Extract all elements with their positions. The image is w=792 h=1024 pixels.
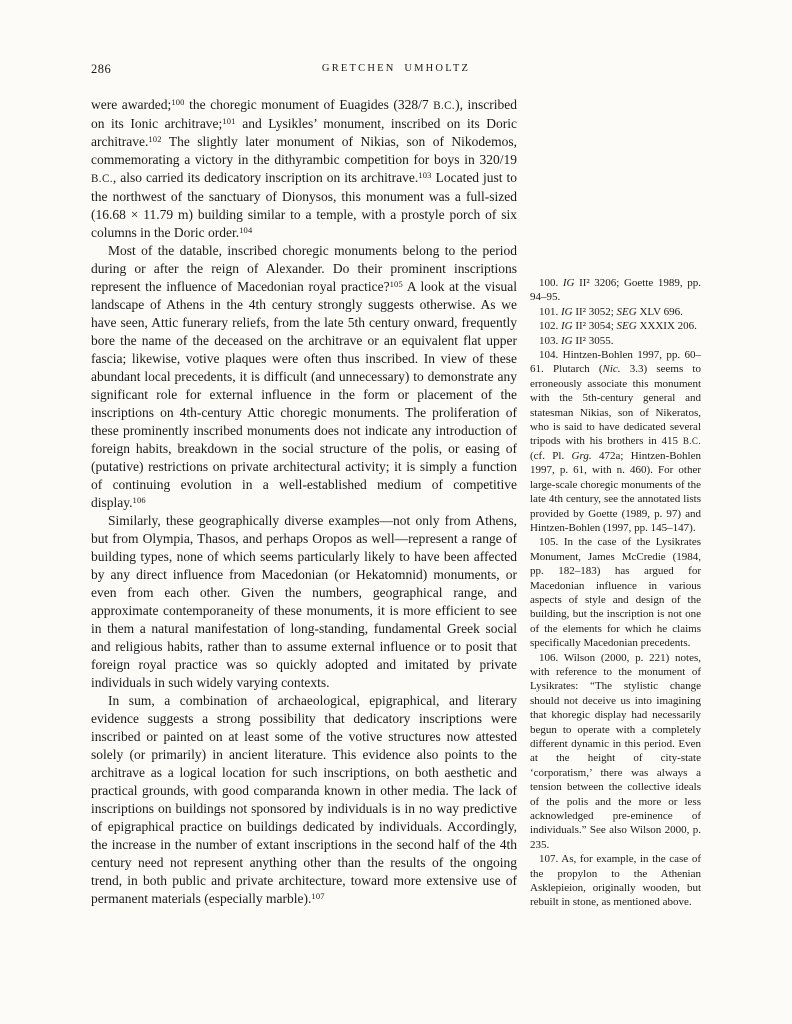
body-paragraph bbox=[91, 242, 517, 512]
page-number: 286 bbox=[91, 62, 112, 76]
footnote bbox=[530, 852, 701, 910]
running-head: GRETCHEN UMHOLTZ bbox=[321, 63, 471, 74]
text-run: II² 3054; bbox=[572, 320, 617, 333]
text-run: B.C. bbox=[433, 100, 456, 112]
footnotes-column bbox=[530, 276, 701, 910]
body-paragraph bbox=[91, 96, 517, 242]
footnote bbox=[530, 305, 701, 319]
text-run: II² 3052; bbox=[572, 305, 617, 318]
page-header bbox=[91, 62, 701, 76]
text-run: and Lysikles’ monument, inscribed on its Doric architrave. bbox=[91, 116, 517, 149]
text-run: SEG bbox=[616, 320, 637, 333]
text-run: 107. As, for example, in the case of the propylon to the Athenian Asklepieion, originally wooden, but rebuilt in stone, as mentioned above. bbox=[530, 853, 701, 909]
body-paragraph bbox=[91, 692, 517, 908]
footnote-reference: 103 bbox=[418, 169, 432, 180]
text-run: Grg. bbox=[571, 449, 592, 462]
footnote-reference: 105 bbox=[389, 278, 403, 289]
text-run: (cf. Pl. bbox=[530, 449, 572, 462]
text-run: 104. Hintzen-Bohlen 1997, pp. 60–61. Plutarch ( bbox=[530, 349, 701, 376]
text-run: B.C. bbox=[682, 436, 701, 447]
text-run: 100. bbox=[539, 277, 563, 289]
text-run: IG bbox=[561, 305, 573, 318]
text-run: Located just to the northwest of the sanctuary of Dionysos, this monument was a full-sized (16.68 × 11.79 m) building similar to a temple, with a prostyle porch of six columns in the Doric order. bbox=[91, 170, 517, 240]
text-run: 472a; Hintzen-Bohlen 1997, p. 61, with n. 460). For other large-scale choregic monuments of the late 4th century, see the annotated lists provided by Goette (1989, p. 97) and Hintzen-Bohlen (1997, pp. 145–147). bbox=[530, 449, 701, 534]
body-paragraph bbox=[91, 512, 517, 692]
footnote-reference: 106 bbox=[132, 494, 146, 505]
text-run: Most of the datable, inscribed choregic monuments belong to the period during or after the reign of Alexander. Do their prominent inscriptions represent the influence of Macedonian royal practice? bbox=[91, 243, 517, 294]
footnote-reference: 102 bbox=[148, 133, 162, 144]
text-run: 3.3) seems to erroneously associate this monument with the 5th-century general and statesman Nikias, son of Nikeratos, who is said to have dedicated several tripods with his brothers in 415 bbox=[530, 363, 701, 448]
text-run: II² 3206; Goette 1989, pp. 94–95. bbox=[530, 277, 701, 304]
text-run: A look at the visual landscape of Athens in the 4th century strongly suggests otherwise. As we have seen, Attic funerary reliefs, from the late 5th century onward, frequently bore the name of the deceased on the architrave or an equivalent flat upper fascia; likewise, votive plaques were often thus inscribed. In view of these abundant local precedents, it is difficult (and unnecessary) to demonstrate any significant role for external influence in the form or placement of the inscriptions on 4th-century Attic choregic monuments. The proliferation of these prominently inscribed monuments does not indicate any introduction of foreign habits, breakdown in the social structure of the polis, or easing of (putative) restrictions on private architectural activity; it is simply a function of continuing evolution in a well-established medium of competitive display. bbox=[91, 279, 517, 510]
main-text-column bbox=[91, 96, 517, 908]
page-content bbox=[91, 96, 701, 910]
text-run: Nic. bbox=[602, 363, 621, 376]
footnote bbox=[530, 276, 701, 305]
text-run: 106. Wilson (2000, p. 221) notes, with reference to the monument of Lysikrates: “The stylistic change should not deceive us into imagining that khoregic display had necessarily begun to operate with a completely different dynamic in this period. Even at the height of city-state ‘corporatism,’ there was always a tension between the collective ideals of the polis and the more or less acknowledged pre-eminence of individuals.” See also Wilson 2000, p. 235. bbox=[530, 651, 701, 851]
footnote bbox=[530, 651, 701, 853]
footnote-reference: 107 bbox=[311, 890, 325, 901]
text-run: B.C. bbox=[91, 173, 113, 185]
text-run: XLV 696. bbox=[636, 305, 683, 318]
text-run: IG bbox=[562, 277, 575, 289]
footnote bbox=[530, 348, 701, 535]
text-run: were awarded; bbox=[91, 97, 172, 112]
footnote bbox=[530, 334, 701, 348]
footnote bbox=[530, 319, 701, 333]
text-run: ), inscribed on its Ionic architrave; bbox=[91, 97, 518, 131]
text-run: IG bbox=[561, 334, 573, 347]
footnote-reference: 101 bbox=[222, 115, 236, 126]
text-run: SEG bbox=[616, 305, 637, 318]
text-run: In sum, a combination of archaeological, epigraphical, and literary evidence suggests a strong possibility that dedicatory inscriptions were inscribed or painted on at least some of the votive structures now attested solely (or primarily) in ancient literature. This evidence also points to the architrave as a logical location for such inscriptions, on both aesthetic and practical grounds, with good comparanda known in other media. The lack of inscriptions on buildings not sponsored by individuals is in no way predictive of epigraphical practice on buildings dedicated by individuals. Accordingly, the increase in the number of extant inscriptions in the second half of the 4th century need not represent anything other than the results of the ongoing trend, in both public and private architecture, toward more extensive use of permanent materials (especially marble). bbox=[91, 693, 517, 906]
text-run: IG bbox=[561, 320, 573, 333]
footnote-reference: 104 bbox=[239, 224, 253, 235]
text-run: XXXIX 206. bbox=[636, 320, 697, 333]
footnote bbox=[530, 535, 701, 650]
text-run: The slightly later monument of Nikias, son of Nikodemos, commemorating a victory in the dithyrambic competition for boys in 320/19 bbox=[91, 134, 517, 167]
text-run: 103. bbox=[539, 334, 561, 347]
text-run: , also carried its dedicatory inscription on its architrave. bbox=[112, 170, 419, 185]
text-run: the choregic monument of Euagides (328/7 bbox=[184, 97, 434, 112]
text-run: Similarly, these geographically diverse examples—not only from Athens, but from Olympia, Thasos, and perhaps Oropos as well—represent a range of building types, none of which seems particularly likely to have been affected by any direct influence from Macedonian (or Hekatomnid) monuments, or even from each other. Given the numbers, geographical range, and approximate contemporaneity of these monuments, it is more efficient to see in them a natural manifestation of long-standing, fundamental Greek social and religious habits, rather than to assume external influence or to posit that foreign royal practice was so quickly adopted and imitated by private individuals in such widely varying contexts. bbox=[91, 513, 517, 690]
text-run: II² 3055. bbox=[572, 334, 614, 347]
text-run: 105. In the case of the Lysikrates Monument, James McCredie (1984, pp. 182–183) has argued for Macedonian influence in various aspects of style and design of the building, but the inscription is not one of the elements for which he claims specifically Macedonian precedents. bbox=[530, 536, 701, 650]
footnote-reference: 100 bbox=[171, 96, 185, 107]
text-run: 101. bbox=[539, 305, 561, 318]
text-run: 102. bbox=[539, 320, 561, 333]
